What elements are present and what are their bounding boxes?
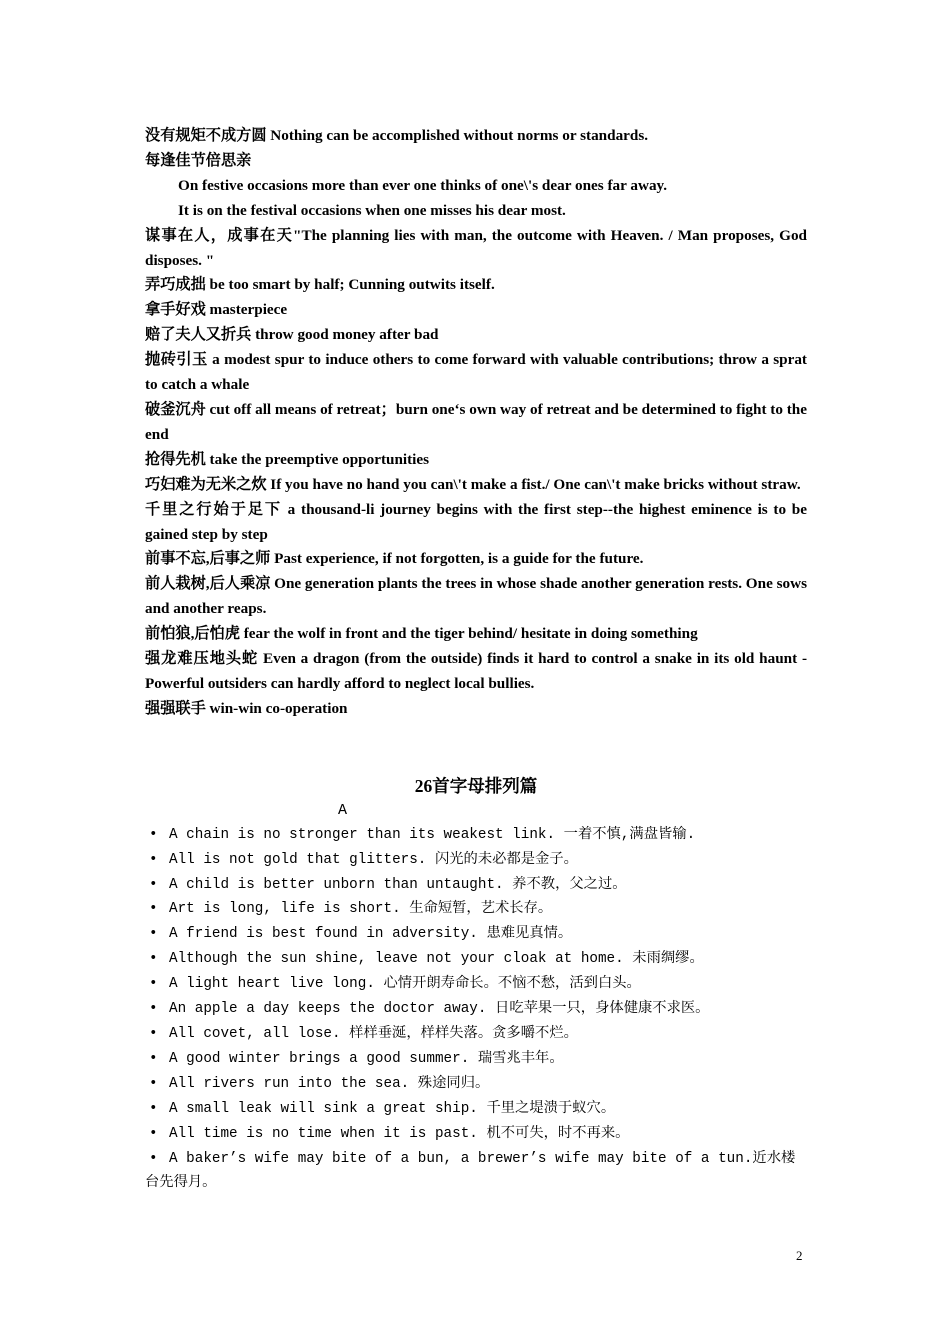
idiom-entry: On festive occasions more than ever one thinks of one\'s dear ones far away. bbox=[178, 176, 668, 194]
idiom-entry: 没有规矩不成方圆 Nothing can be accomplished without norms or standards. bbox=[145, 127, 649, 144]
idiom-entry: 千里之行始于足下 a thousand-li journey begins with the first step--the highest eminence is to be gained step by step bbox=[145, 500, 807, 543]
proverb-item bbox=[145, 897, 807, 922]
proverb-item bbox=[145, 1147, 807, 1197]
bullet-icon: • bbox=[149, 1125, 158, 1142]
bullet-icon: • bbox=[149, 1001, 158, 1018]
proverb-item bbox=[145, 947, 807, 972]
proverb-text: A small leak will sink a great ship. 千里之堤溃于蚁穴。 bbox=[169, 1100, 616, 1117]
bullet-icon: • bbox=[149, 926, 158, 943]
idiom-entry: 弄巧成拙 be too smart by half; Cunning outwits itself. bbox=[145, 276, 495, 294]
proverb-item bbox=[145, 1122, 807, 1147]
proverb-text: A baker’s wife may bite of a bun, a brewer’s wife may bite of a tun.近水楼台先得月。 bbox=[145, 1150, 796, 1192]
idiom-list bbox=[145, 124, 807, 722]
proverb-text: All covet, all lose. 样样垂涎，样样失落。贪多嚼不烂。 bbox=[169, 1026, 578, 1042]
proverb-item bbox=[145, 1097, 807, 1122]
bullet-icon: • bbox=[149, 976, 158, 993]
idiom-entry: 强强联手 win-win co-operation bbox=[145, 699, 348, 717]
bullet-icon: • bbox=[149, 876, 158, 893]
proverb-item bbox=[145, 997, 807, 1022]
proverb-item bbox=[145, 922, 807, 947]
bullet-icon: • bbox=[149, 826, 158, 843]
page-number: 2 bbox=[796, 1248, 803, 1263]
bullet-icon: • bbox=[149, 951, 158, 968]
idiom-entry: 破釜沉舟 cut off all means of retreat；burn one‘s own way of retreat and be determined to fight to the end bbox=[145, 400, 807, 443]
proverb-text: A light heart live long. 心情开朗寿命长。不恼不愁，活到白头。 bbox=[169, 976, 641, 993]
proverb-item bbox=[145, 823, 807, 848]
idiom-entry: 每逢佳节倍思亲 bbox=[145, 151, 252, 169]
bullet-icon: • bbox=[149, 851, 158, 868]
idiom-entry: 巧妇难为无米之炊 If you have no hand you can\'t make a fist./ One can\'t make bricks without straw. bbox=[145, 475, 801, 493]
proverb-text: A good winter brings a good summer. 瑞雪兆丰年。 bbox=[169, 1050, 564, 1067]
proverb-text: A chain is no stronger than its weakest link. 一着不慎,满盘皆输. bbox=[169, 826, 696, 843]
proverb-text: Art is long, life is short. 生命短暂，艺术长存。 bbox=[169, 901, 553, 918]
idiom-entry: 强龙难压地头蛇 Even a dragon (from the outside) finds it hard to control a snake in its old haunt - Powerful outsiders can hardly afford to neglect local bullies. bbox=[145, 650, 807, 692]
section-letter: A bbox=[338, 801, 348, 819]
bullet-icon: • bbox=[149, 1026, 158, 1042]
idiom-entry: 赔了夫人又折兵 throw good money after bad bbox=[145, 326, 439, 344]
section-title: 26首字母排列篇 bbox=[414, 775, 538, 796]
page-content bbox=[145, 124, 807, 1196]
bullet-icon: • bbox=[149, 1150, 158, 1167]
idiom-entry: 抢得先机 take the preemptive opportunities bbox=[145, 450, 430, 468]
bullet-icon: • bbox=[149, 901, 158, 918]
proverb-text: All is not gold that glitters. 闪光的未必都是金子。 bbox=[169, 851, 578, 868]
bullet-icon: • bbox=[149, 1050, 158, 1067]
proverb-item bbox=[145, 1072, 807, 1097]
proverb-text: A friend is best found in adversity. 患难见真情。 bbox=[169, 926, 573, 943]
bullet-icon: • bbox=[149, 1100, 158, 1117]
proverb-text: Although the sun shine, leave not your cloak at home. 未雨绸缪。 bbox=[169, 951, 704, 968]
proverb-item bbox=[145, 873, 807, 898]
proverb-text: An apple a day keeps the doctor away. 日吃苹果一只，身体健康不求医。 bbox=[169, 1001, 710, 1018]
idiom-entry: 前事不忘,后事之师 Past experience, if not forgotten, is a guide for the future. bbox=[145, 550, 644, 568]
proverb-text: All rivers run into the sea. 殊途同归。 bbox=[169, 1075, 490, 1092]
proverb-text: All time is no time when it is past. 机不可失，时不再来。 bbox=[169, 1125, 630, 1142]
proverb-text: A child is better unborn than untaught. 养不教，父之过。 bbox=[169, 876, 627, 893]
proverb-item bbox=[145, 1022, 807, 1047]
idiom-entry: 拿手好戏 masterpiece bbox=[145, 301, 288, 319]
idiom-entry: 前人栽树,后人乘凉 One generation plants the trees in whose shade another generation rests. One sows and another reaps. bbox=[145, 575, 807, 618]
idiom-entry: 抛砖引玉 a modest spur to induce others to come forward with valuable contributions; throw a sprat to catch a whale bbox=[145, 351, 807, 394]
idiom-entry: 前怕狼,后怕虎 fear the wolf in front and the tiger behind/ hesitate in doing something bbox=[145, 625, 698, 643]
bullet-icon: • bbox=[149, 1075, 158, 1092]
idiom-entry: 谋事在人，成事在天"The planning lies with man, the outcome with Heaven. / Man proposes, God disposes. " bbox=[145, 226, 807, 269]
proverb-item bbox=[145, 1047, 807, 1072]
proverb-item bbox=[145, 972, 807, 997]
proverb-list bbox=[145, 823, 807, 1197]
idiom-entry: It is on the festival occasions when one misses his dear most. bbox=[178, 201, 566, 219]
proverb-item bbox=[145, 848, 807, 873]
